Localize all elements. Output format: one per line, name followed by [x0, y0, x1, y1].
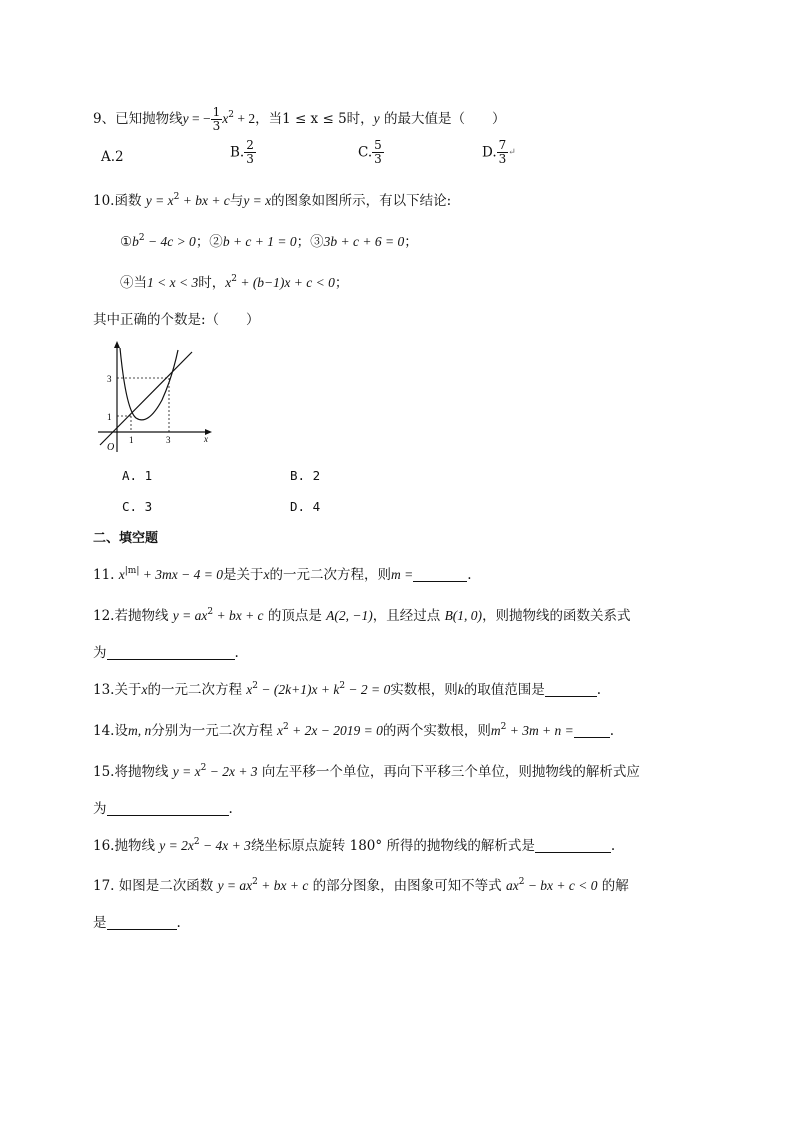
q9-option-a: A.2 — [101, 149, 124, 165]
q9-fraction: $\frac{1}{3}$ — [212, 105, 221, 133]
q12-answer-blank[interactable] — [107, 645, 235, 660]
question-11: 11. $x^{|m|} + 3mx - 4 = 0$是关于x的一元二次方程，则m = . — [93, 566, 472, 583]
q9-var-y: y — [182, 111, 189, 126]
q13-answer-blank[interactable] — [545, 682, 597, 697]
axis-label-x: x — [204, 434, 208, 444]
q10-ask: 其中正确的个数是:（ ） — [93, 312, 260, 328]
q11-answer-blank[interactable] — [413, 567, 467, 582]
q10-graph — [92, 340, 216, 456]
q9-condition: ，当1 ≤ x ≤ 5时， — [255, 111, 374, 127]
question-10: 10.函数 $y = x^2$ + bx + c与y = x的图象如图所示，有以下结论: — [93, 192, 452, 209]
q10-option-a: A. 1 — [122, 468, 153, 483]
question-16: 16.抛物线 $y = 2x^2 - 4x + 3$绕坐标原点旋转 180° 所得的抛物线的解析式是 . — [93, 837, 616, 854]
tick-label-y3: 3 — [107, 374, 112, 384]
question-17-cont: 是 . — [93, 915, 181, 931]
q9-lead: 9、已知抛物线 — [93, 111, 183, 127]
question-12-cont: 为 . — [93, 645, 239, 661]
q9-option-b: B. $\frac{2}{3}$ — [230, 138, 254, 166]
question-13: 13.关于x的一元二次方程 $x^2 - (2k+1)x + k^2 - 2 = 0$实数根，则k的取值范围是 . — [93, 681, 602, 698]
tick-label-y1: 1 — [107, 412, 112, 422]
q9-question: 的最大值是（ ） — [379, 111, 506, 127]
q17-answer-blank[interactable] — [107, 915, 177, 930]
q10-conclusions-1-3: $①b^2 - 4c > 0$；②b + c + 1 = 0；③3b + c + 6 = 0； — [120, 233, 418, 250]
q15-answer-blank[interactable] — [107, 801, 229, 816]
q9-option-c: C. $\frac{5}{3}$ — [358, 138, 382, 166]
line-y-equals-x — [100, 352, 192, 445]
q14-answer-blank[interactable] — [574, 723, 610, 738]
tick-label-x3: 3 — [166, 435, 171, 445]
q9-var-x: x — [222, 111, 229, 126]
q9-eq: = − — [188, 111, 211, 126]
q9-option-d: D. $\frac{7}{3}$ ↵ — [482, 138, 516, 166]
origin-label: O — [107, 442, 115, 453]
q16-answer-blank[interactable] — [535, 838, 611, 853]
question-17: 17. 如图是二次函数 $y = ax^2$ + bx + c 的部分图象，由图象可知不等式 $ax^2$ − bx + c < 0 的解 — [93, 877, 629, 894]
paragraph-mark-icon: ↵ — [508, 147, 516, 158]
q10-option-b: B. 2 — [290, 468, 321, 483]
q10-conclusion-4: ④当1 < x < 3时，$x^2 + (b-1)x + c < 0$； — [120, 274, 349, 291]
question-12: 12.若抛物线 $y = ax^2$ + bx + c 的顶点是 A(2, −1)，且经过点 B(1, 0)，则抛物线的函数关系式 — [93, 607, 631, 624]
section-fill-in-title: 二、填空题 — [93, 531, 159, 546]
y-axis-arrow-icon — [114, 341, 120, 348]
tick-label-x1: 1 — [129, 435, 134, 445]
q10-option-c: C. 3 — [122, 499, 153, 514]
question-15-cont: 为 . — [93, 801, 233, 817]
question-15: 15.将抛物线 $y = x^2 - 2x + 3$ 向左平移一个单位，再向下平移三个单位，则抛物线的解析式应 — [93, 763, 640, 780]
q10-option-d: D. 4 — [290, 499, 321, 514]
question-14: 14.设m, n分别为一元二次方程 $x^2 + 2x - 2019 = 0$的两个实数根，则$m^2 + 3m + n$ = . — [93, 722, 615, 739]
question-9: 9、已知抛物线y = − $\frac{1}{3}$ $x^2 + 2$，当1 ≤ x ≤ 5时，y 的最大值是（ ） — [93, 105, 506, 133]
